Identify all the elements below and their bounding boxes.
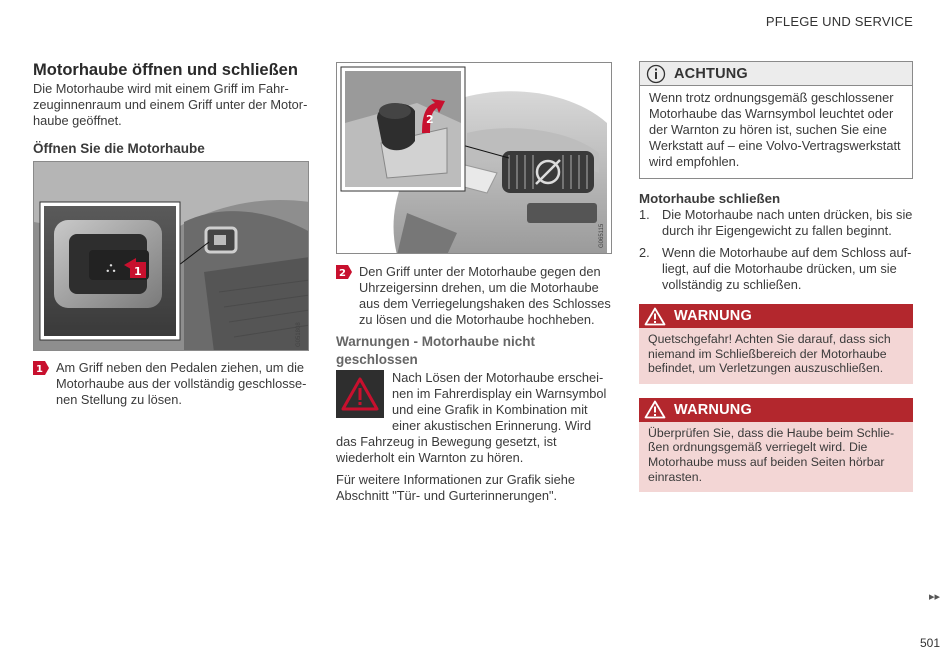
warning-1-label: WARNUNG [674,308,752,324]
warnings-block [336,370,612,466]
section-header: PFLEGE UND SERVICE [765,14,913,29]
close-step-2-text: Wenn die Motorhaube auf dem Schloss auf-liegt, auf die Motorhaube drücken, um sie vollständig zu schließen. [662,245,912,292]
close-step-1-text: Die Motorhaube nach unten drücken, bis sie durch ihr Eigengewicht zu fallen beginnt. [662,207,913,238]
close-hood-heading: Motorhaube schließen [639,191,781,206]
step-2-badge [336,265,352,279]
callout-2-label: 2 [426,113,434,126]
step-2 [336,264,612,328]
info-icon [646,64,666,84]
callout-1-label: 1 [134,265,142,278]
step-1-badge [33,361,49,375]
close-step-1-number: 1. [639,207,650,222]
figure-id: G051808 [296,322,302,347]
warnings-text: Nach Lösen der Motorhaube erschei-nen im Fahrerdisplay ein Warnsymbol und eine Grafik in Kombination mit einer akustischen Erinnerung. Wird das Fahrzeug in Bewegung gesetzt, ist wiederholt ein Warnton zu hören. [336,370,607,465]
warning-triangle-icon [341,377,379,411]
page-title: Motorhaube öffnen und schließen [33,61,298,79]
step-2-number: 2 [339,268,346,279]
intro-text: Die Motorhaube wird mit einem Griff im Fahr-zeuginnenraum und einem Griff unter der Motor-haube geöffnet. [33,81,308,128]
caution-header [640,62,912,86]
close-step-2-number: 2. [639,245,650,260]
step-2-text: Den Griff unter der Motorhaube gegen den Uhrzeigersinn drehen, um die Motorhaube aus dem Verriegelungshaken des Schlosses zu lösen und die Motorhaube hochheben. [359,264,611,327]
column-right [639,61,913,492]
next-page-arrows[interactable]: ▸▸ [928,591,940,603]
warning-symbol-box [336,370,384,418]
warning-2-label: WARNUNG [674,401,752,418]
caution-label: ACHTUNG [674,65,748,82]
step-1-number: 1 [36,364,43,375]
page-number: 501 [919,636,940,650]
hood-latch-illustration [337,63,612,254]
column-middle [336,62,612,504]
interior-handle-illustration [34,162,309,351]
figure-hood-latch [336,62,612,254]
close-step-2 [639,245,913,293]
warning-1-text: Quetschgefahr! Achten Sie darauf, dass sich niemand im Schließbereich der Motorhaube befindet, um Verletzungen auszuschließen. [648,332,891,376]
warning-2-text: Überprüfen Sie, dass die Haube beim Schlie-ßen ordnungsgemäß verriegelt wird. Die Motorhaube muss auf beiden Seiten hörbar einrasten. [648,425,895,484]
figure-id: G065115 [599,223,605,248]
warning-triangle-icon [644,307,666,326]
warning-1-header [639,304,913,328]
warning-triangle-icon [644,400,666,419]
column-left [33,60,309,408]
figure-interior-release-handle [33,161,309,351]
warning-2-header [639,398,913,422]
close-steps-list [639,207,913,293]
caution-box [639,61,913,179]
warnings-heading: Warnungen - Motorhaube nicht geschlossen [336,334,535,367]
more-info-text: Für weitere Informationen zur Grafik siehe Abschnitt "Tür- und Gurterinnerungen". [336,472,575,503]
open-hood-heading: Öffnen Sie die Motorhaube [33,141,205,156]
step-1 [33,360,309,408]
caution-text: Wenn trotz ordnungsgemäß geschlossener Motorhaube das Warnsymbol leuchtet oder der Warnton zu hören ist, suchen Sie eine Werkstatt auf – eine Volvo-Vertragswerkstatt wird empfohlen. [649,90,901,169]
warning-box-1 [639,304,913,384]
close-step-1 [639,207,913,239]
step-1-text: Am Griff neben den Pedalen ziehen, um die Motorhaube aus der vollständig geschlosse-nen Stellung zu lösen. [56,360,307,407]
warning-box-2 [639,398,913,492]
svg-text:⛬: ⛬ [106,260,116,276]
